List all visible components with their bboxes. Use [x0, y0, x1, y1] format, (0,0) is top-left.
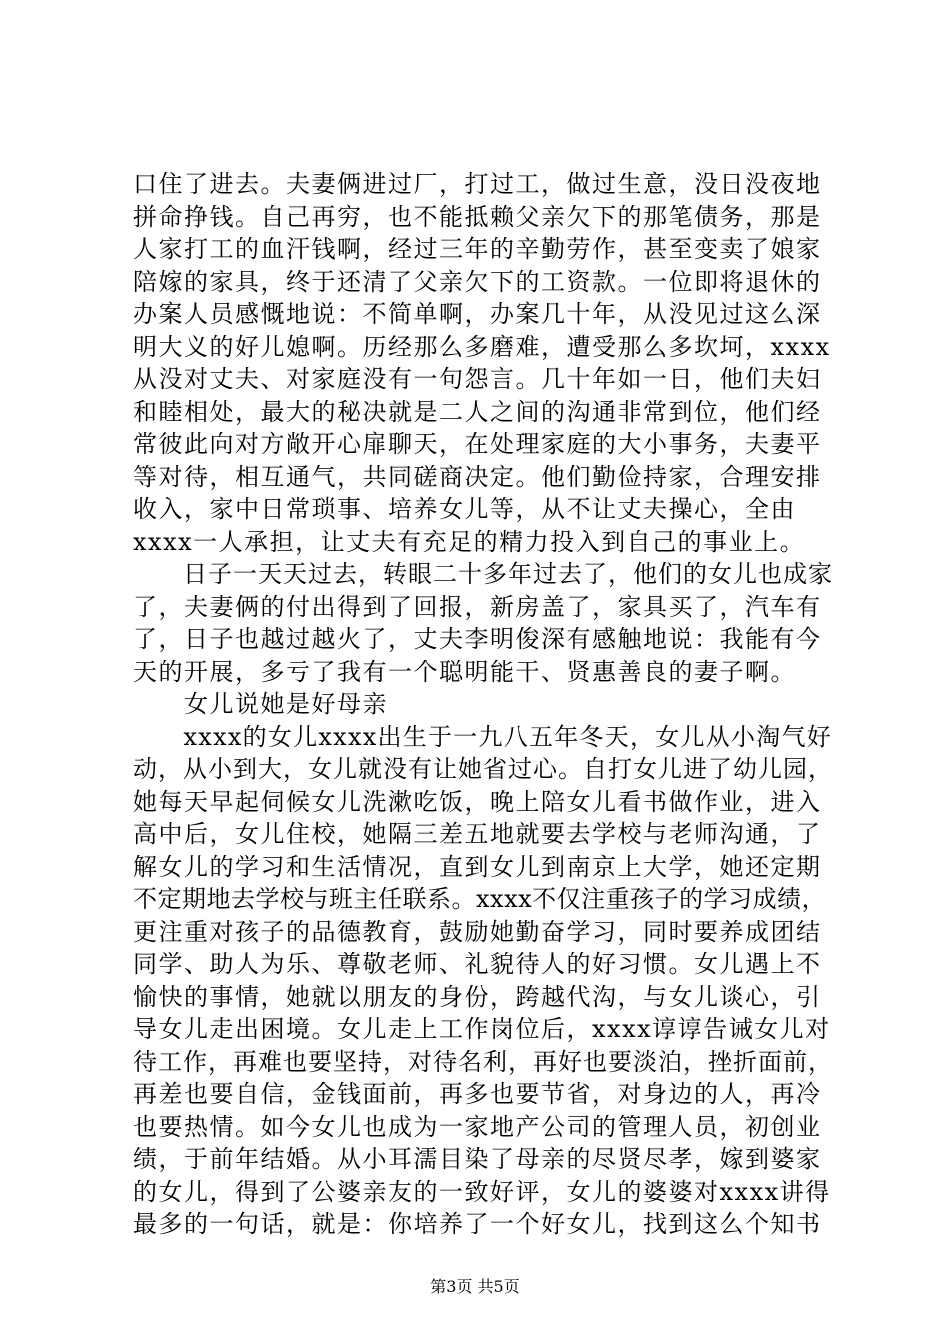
text-line: 导女儿走出困境。女儿走上工作岗位后，xxxx谆谆告诫女儿对 [133, 1015, 831, 1043]
text-line: 了，夫妻俩的付出得到了回报，新房盖了，家具买了，汽车有 [133, 592, 822, 621]
text-line: 不定期地去学校与班主任联系。xxxx不仅注重孩子的学习成绩， [133, 885, 827, 913]
text-line: 女儿说她是好母亲 [133, 690, 388, 718]
text-line: 更注重对孩子的品德教育，鼓励她勤奋学习，同时要养成团结 [133, 917, 822, 946]
text-line: 待工作，再难也要坚持，对待名利，再好也要淡泊，挫折面前， [133, 1047, 833, 1076]
text-line: 办案人员感慨地说：不简单啊，办案几十年，从没见过这么深 [133, 300, 822, 328]
body-text [133, 168, 833, 1241]
text-line: 的女儿，得到了公婆亲友的一致好评，女儿的婆婆对xxxx讲得 [133, 1177, 831, 1206]
text-line: 等对待，相互通气，共同磋商决定。他们勤俭持家，合理安排 [133, 462, 822, 491]
text-line: 拼命挣钱。自己再穷，也不能抵赖父亲欠下的那笔债务，那是 [133, 202, 822, 231]
text-line: xxxx一人承担，让丈夫有充足的精力投入到自己的事业上。 [133, 527, 806, 556]
text-line: 再差也要自信，金钱面前，再多也要节省，对身边的人，再冷 [133, 1080, 822, 1108]
page-footer: 第3页 共5页 [430, 1277, 520, 1296]
text-line: 愉快的事情，她就以朋友的身份，跨越代沟，与女儿谈心，引 [133, 982, 822, 1011]
text-line: 天的开展，多亏了我有一个聪明能干、贤惠善良的妻子啊。 [133, 657, 796, 686]
text-line: 日子一天天过去，转眼二十多年过去了，他们的女儿也成家 [133, 560, 833, 588]
text-line: 人家打工的血汗钱啊，经过三年的辛勤劳作，甚至变卖了娘家 [133, 235, 822, 263]
text-line: 和睦相处，最大的秘决就是二人之间的沟通非常到位，他们经 [133, 397, 822, 426]
text-line: 高中后，女儿住校，她隔三差五地就要去学校与老师沟通，了 [133, 820, 822, 848]
text-line: 常彼此向对方敞开心扉聊天，在处理家庭的大小事务，夫妻平 [133, 430, 822, 458]
text-line: 陪嫁的家具，终于还清了父亲欠下的工资款。一位即将退休的 [133, 267, 822, 296]
text-line: 绩，于前年结婚。从小耳濡目染了母亲的尽贤尽孝，嫁到婆家 [133, 1145, 822, 1173]
text-line: 了，日子也越过越火了，丈夫李明俊深有感触地说：我能有今 [133, 625, 822, 653]
text-line: 从没对丈夫、对家庭没有一句怨言。几十年如一日，他们夫妇 [133, 365, 822, 393]
text-line: 也要热情。如今女儿也成为一家地产公司的管理人员，初创业 [133, 1112, 822, 1141]
text-line: 她每天早起伺候女儿洗漱吃饭，晚上陪女儿看书做作业，进入 [133, 787, 822, 816]
text-line: 最多的一句话，就是：你培养了一个好女儿，找到这么个知书 [133, 1210, 822, 1238]
text-line: 口住了进去。夫妻俩进过厂，打过工，做过生意，没日没夜地 [133, 170, 822, 198]
text-line: xxxx的女儿xxxx出生于一九八五年冬天，女儿从小淘气好 [133, 722, 833, 751]
text-line: 收入，家中日常琐事、培养女儿等，从不让丈夫操心，全由 [133, 495, 796, 523]
text-line: 同学、助人为乐、尊敬老师、礼貌待人的好习惯。女儿遇上不 [133, 950, 822, 978]
text-line: 解女儿的学习和生活情况，直到女儿到南京上大学，她还定期 [133, 852, 822, 881]
text-line: 动，从小到大，女儿就没有让她省过心。自打女儿进了幼儿园， [133, 755, 833, 783]
text-line: 明大义的好儿媳啊。历经那么多磨难，遭受那么多坎坷，xxxx [133, 332, 831, 361]
